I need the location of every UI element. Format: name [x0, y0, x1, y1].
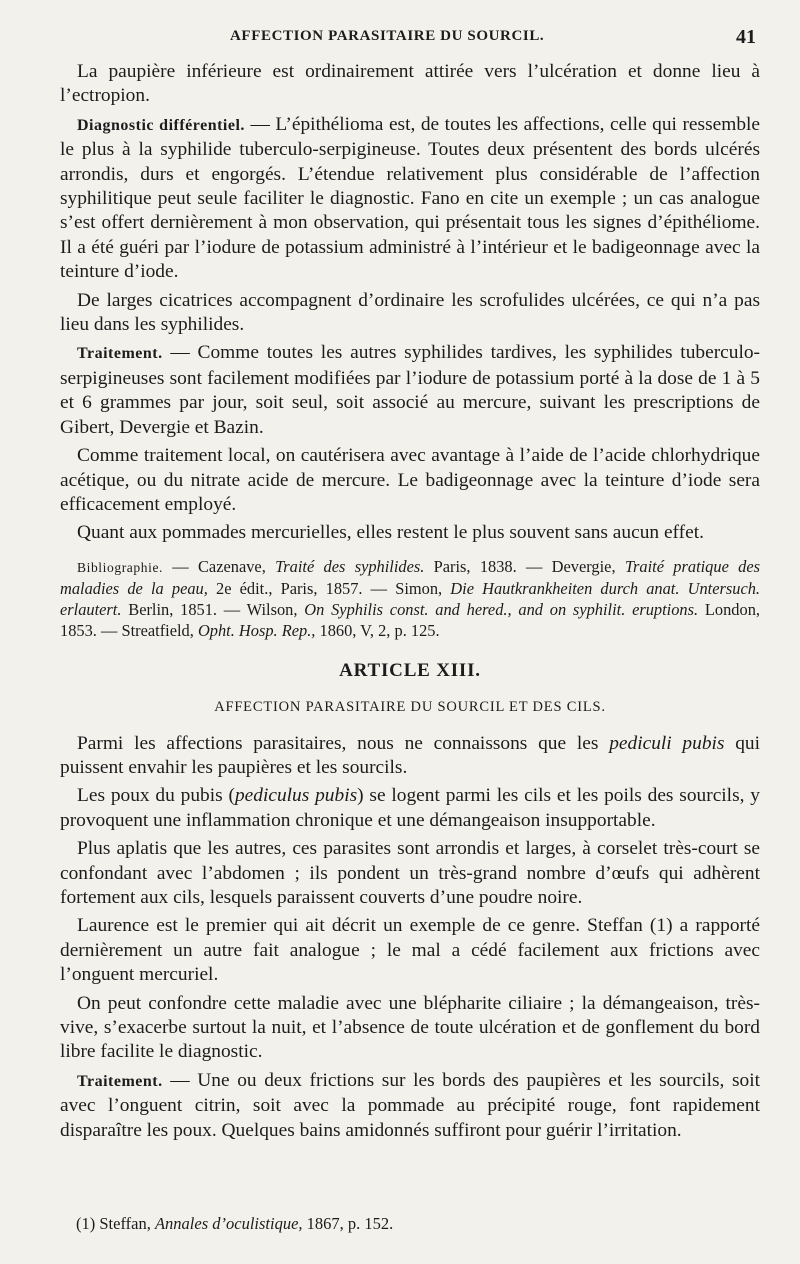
paragraph-parasitaires: Parmi les affections parasitaires, nous ne connaissons que les pediculi pubis qui puissent envahir les paupières et les sourcils. [60, 732, 760, 778]
paragraph-traitement-2: Traitement. — Une ou deux frictions sur les bords des paupières et les sourcils, soit avec l’onguent citrin, soit avec la pommade au précipité rouge, font rapidement disparaître les poux. Quelques bains amidonnés suffiront pour guérir l’irritation. [60, 1069, 760, 1141]
paragraph-diagnostic: Diagnostic différentiel. — L’épithélioma est, de toutes les affections, celle qui ressemble le plus à la syphilide tuberculo-serpigineuse. Toutes deux présentent des bords ulcérés arrondis, durs et engorgés. L’étendue relativement plus considérable de l’affection syphilitique peut seule faciliter le diagnostic. Fano en cite un exemple ; un cas analogue s’est offert dernièrement à mon observation, qui présentait tous les signes d’épithéliome. Il a été guéri par l’iodure de potassium administré à l’intérieur et le badigeonnage avec la teinture d’iode. [60, 113, 761, 283]
diagnostic-heading: Diagnostic différentiel. [77, 116, 245, 134]
body-text [60, 60, 760, 1147]
paragraph-traitement: Traitement. — Comme toutes les autres syphilides tardives, les syphilides tuberculo-serpigineuses sont facilement modifiées par l’iodure de potassium porté à la dose de 1 à 5 et 6 grammes par jour, soit seul, soit associé au mercure, suivant les prescriptions de Gibert, Devergie et Bazin. [60, 342, 760, 438]
paragraph-traitement-local: Comme traitement local, on cautérisera avec avantage à l’aide de l’acide chlorhydrique acétique, ou du nitrate acide de mercure. Le badigeonnage avec la teinture d’iode sera efficacement employé. [60, 445, 760, 515]
traitement-heading-2: Traitement. [77, 1072, 163, 1090]
paragraph-poux: Les poux du pubis (pediculus pubis) se logent parmi les cils et les poils des sourcils, y provoquent une inflammation chronique et une démangeaison insupportable. [60, 785, 760, 831]
bibliography-heading: Bibliographie. [77, 559, 164, 575]
section-title: AFFECTION PARASITAIRE DU SOURCIL ET DES CILS. [214, 699, 606, 716]
paragraph-pommades: Quant aux pommades mercurielles, elles restent le plus souvent sans aucun effet. [77, 522, 704, 544]
bibliography: Bibliographie. — Cazenave, Traité des syphilides. Paris, 1838. — Devergie, Traité pratique des maladies de la peau, 2e édit., Paris, 1857. — Simon, Die Hautkrankheiten durch anat. Untersuch. erlautert. Berlin, 1851. — Wilson, On Syphilis const. and hered., and on syphilit. eruptions. London, 1853. — Streatfield, Opht. Hosp. Rep., 1860, V, 2, p. 125. [60, 556, 761, 640]
running-title: AFFECTION PARASITAIRE DU SOURCIL. [230, 28, 545, 44]
paragraph-laurence: Laurence est le premier qui ait décrit un exemple de ce genre. Steffan (1) a rapporté dernièrement un autre fait analogue ; le mal a cédé facilement aux frictions avec l’onguent mercuriel. [60, 915, 760, 986]
paragraph-blepharite: On peut confondre cette maladie avec une blépharite ciliaire ; la démangeaison, très-vive, s’exacerbe surtout la nuit, et l’absence de toute ulcération et de gonflement du bord libre facilite le diagnostic. [60, 992, 760, 1063]
paragraph-aplatis: Plus aplatis que les autres, ces parasites sont arrondis et larges, à corselet très-court se confondant avec l’abdomen ; ils pondent un très-grand nombre d’œufs qui adhèrent fortement aux cils, lesquels paraissent couverts d’une poudre noire. [60, 838, 760, 908]
paragraph-ectropion: La paupière inférieure est ordinairement attirée vers l’ulcération et donne lieu à l’ectropion. [60, 61, 760, 107]
article-title: ARTICLE XIII. [339, 659, 481, 681]
footnote: (1) Steffan, Annales d’oculistique, 1867, p. 152. [76, 1214, 394, 1233]
running-head [0, 28, 800, 54]
page-number: 41 [736, 26, 756, 48]
traitement-heading: Traitement. [77, 345, 163, 363]
paragraph-cicatrices: De larges cicatrices accompagnent d’ordinaire les scrofulides ulcérées, ce qui n’a pas lieu dans les syphilides. [60, 289, 760, 336]
